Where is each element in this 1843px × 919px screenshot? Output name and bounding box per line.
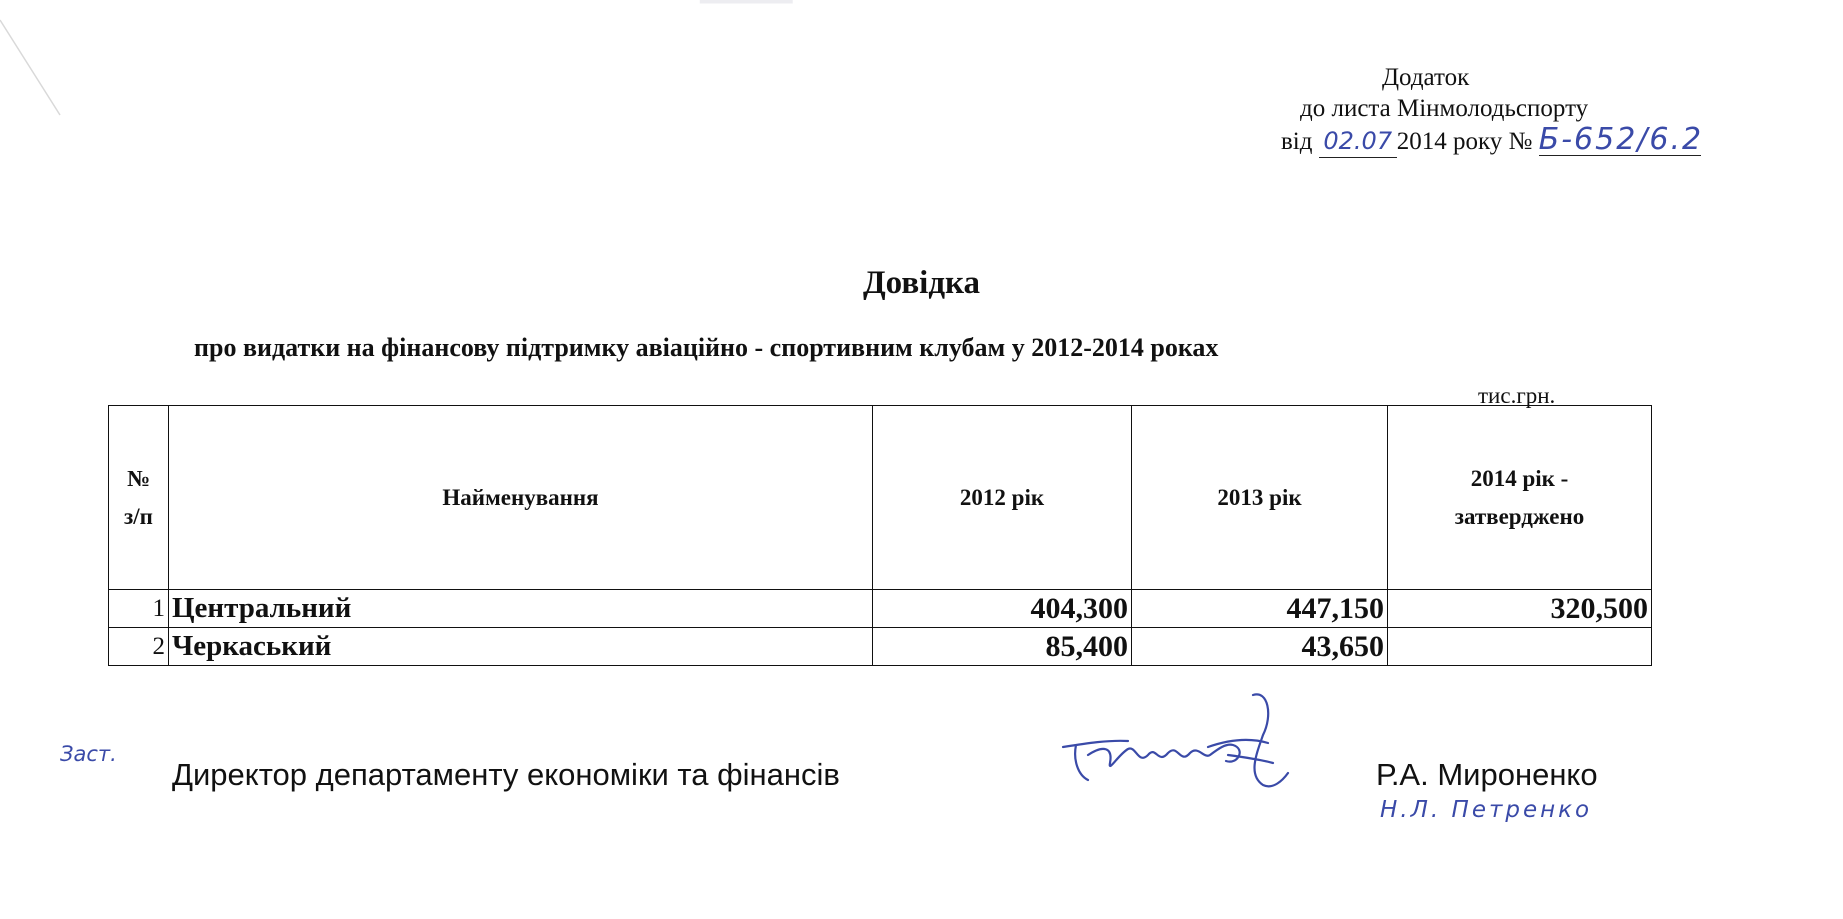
units-label: тис.грн. [1478,383,1556,408]
handwritten-deputy-note: Заст. [60,742,117,766]
bleed-through-text: ▔▔▔▔ [700,1,793,34]
row-value-2012: 85,400 [873,628,1132,666]
row-value-2014 [1388,628,1652,666]
header-2013: 2013 рік [1132,406,1388,590]
header-number-abbrev: з/п [124,503,153,529]
row-name: Центральний [169,590,873,628]
row-number: 2 [109,628,169,666]
annex-date-number-line [1280,122,1704,158]
annex-from-label: від [1281,128,1313,155]
table-header-row [109,406,1652,590]
annex-block [1280,62,1704,158]
row-value-2012: 404,300 [873,590,1132,628]
header-2014-year: 2014 рік - [1470,465,1569,491]
handwritten-document-number: Б-652/6.2 [1538,122,1704,157]
signer-name: Р.А. Мироненко [1376,757,1598,792]
handwritten-executor-name: Н.Л. Петренко [1380,797,1593,823]
header-2012: 2012 рік [873,406,1132,590]
table-row [109,628,1652,666]
header-2014 [1388,406,1652,590]
table-row [109,590,1652,628]
header-number-sign: № [126,465,151,491]
document-subtitle: про видатки на фінансову підтримку авіаційно - спортивним клубам у 2012-2014 роках [194,333,1219,362]
annex-title: Додаток [1382,64,1470,91]
paper-edge-mark [0,0,80,120]
header-number [109,406,169,590]
expenses-table [108,405,1652,666]
header-2014-approved: затверджено [1454,503,1585,529]
signature-scribble [1058,685,1328,805]
row-value-2013: 43,650 [1132,628,1388,666]
document-title: Довідка [862,265,981,301]
director-title: Директор департаменту економіки та фінансів [172,757,840,792]
annex-letter-reference: до листа Мінмолодьспорту [1300,95,1589,122]
row-number: 1 [109,590,169,628]
header-name: Найменування [169,406,873,590]
handwritten-date: 02.07 [1319,126,1397,158]
row-value-2014: 320,500 [1388,590,1652,628]
annex-year-number-label: 2014 року № [1396,128,1533,155]
row-name: Черкаський [169,628,873,666]
row-value-2013: 447,150 [1132,590,1388,628]
